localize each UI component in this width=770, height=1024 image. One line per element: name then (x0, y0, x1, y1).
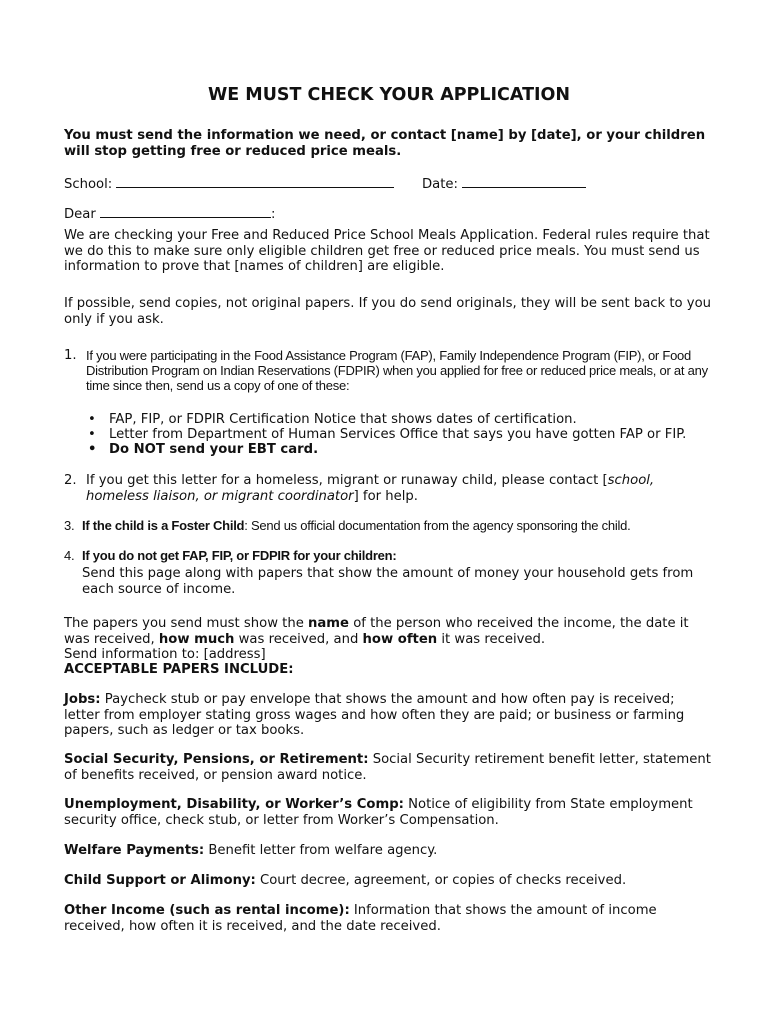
bullet-item (86, 412, 706, 427)
category-unemployment (64, 797, 714, 828)
item-3-heading: If the child is a Foster Child (82, 518, 245, 533)
page-title: WE MUST CHECK YOUR APPLICATION (207, 85, 571, 105)
category-text: Information that shows the amount of income received, how often it is received, and the date received. (64, 903, 657, 934)
item-4-number: 4. (64, 548, 75, 563)
papers-how-often: how often (362, 631, 438, 647)
papers-how-much: how much (158, 631, 235, 647)
category-text: Paycheck stub or pay envelope that shows the amount and how often pay is received; letter from employer stating gross wages and how often they are paid; or business or farming papers, such as ledger or tax books. (64, 692, 685, 738)
bullet-text: Do NOT send your EBT card. (109, 442, 319, 457)
paragraph-checking: We are checking your Free and Reduced Price School Meals Application. Federal rules require that we do this to make sure only eligible children get free or reduced price meals. You must send us information to prove that [names of children] are eligible. (64, 228, 710, 274)
item-1-text: If you were participating in the Food Assistance Program (FAP), Family Independence Program (FIP), or Food Distribution Program on Indian Reservations (FDPIR) when you applied for free or reduced price meals, or at any time since then, send us a copy of one of these: (86, 348, 708, 394)
date-label: Date: (422, 177, 458, 192)
item-1-bullet-list (86, 412, 706, 457)
category-child-support (64, 873, 714, 889)
intro-warning: You must send the information we need, or contact [name] by [date], or your children will stop getting free or reduced price meals. (64, 128, 706, 159)
bullet-item (86, 442, 706, 457)
item-3-body: : Send us official documentation from the agency sponsoring the child. (244, 518, 631, 533)
item-2-number: 2. (64, 473, 77, 488)
item-3-number: 3. (64, 518, 75, 533)
date-field[interactable] (462, 175, 586, 188)
category-text: Benefit letter from welfare agency. (204, 843, 438, 858)
category-label: Welfare Payments: (64, 843, 205, 858)
item-2 (64, 473, 714, 505)
item-2-contact: school, homeless liaison, or migrant coordinator (86, 473, 655, 504)
bullet-text: FAP, FIP, or FDPIR Certification Notice that shows dates of certification. (109, 412, 577, 427)
dear-colon: : (270, 207, 276, 222)
category-welfare (64, 843, 714, 859)
bullet-icon: • (88, 442, 97, 457)
category-label: Jobs: (64, 692, 101, 707)
category-social-security (64, 752, 714, 783)
item-2-text-a: If you get this letter for a homeless, migrant or runaway child, please contact [ (86, 473, 608, 488)
bullet-icon: • (88, 412, 96, 427)
item-1 (64, 348, 714, 458)
item-4-text: Send this page along with papers that show the amount of money your household gets from each source of income. (82, 566, 694, 597)
category-label: Child Support or Alimony: (64, 873, 256, 888)
category-jobs (64, 692, 714, 739)
dear-field[interactable] (100, 205, 271, 218)
salutation-row (64, 205, 714, 223)
papers-name: name (308, 616, 349, 631)
acceptable-heading: ACCEPTABLE PAPERS INCLUDE: (64, 662, 294, 677)
item-3-text (82, 518, 712, 534)
item-4 (64, 548, 714, 596)
category-text: Notice of eligibility from State employment security office, check stub, or letter from Worker’s Compensation. (64, 797, 693, 828)
school-date-row (64, 175, 714, 193)
item-2-text (86, 473, 716, 504)
category-text: Court decree, agreement, or copies of checks received. (255, 873, 627, 888)
bullet-text: Letter from Department of Human Services Office that says you have gotten FAP or FIP. (109, 427, 687, 442)
category-label: Unemployment, Disability, or Worker’s Comp: (64, 797, 404, 812)
item-2-text-b: ] for help. (353, 488, 418, 504)
category-text: Social Security retirement benefit letter, statement of benefits received, or pension award notice. (64, 752, 711, 783)
item-3 (64, 518, 714, 534)
dear-label: Dear (64, 207, 96, 222)
school-field[interactable] (116, 175, 394, 188)
school-label: School: (64, 177, 113, 192)
send-info: Send information to: [address] (64, 647, 266, 662)
bullet-item (86, 427, 706, 442)
category-label: Other Income (such as rental income): (64, 903, 350, 918)
item-1-number: 1. (64, 348, 77, 363)
papers-requirements: The papers you send must show the name of the person who received the income, the date it was received, how much was received, and how often it was received. (64, 616, 689, 647)
category-label: Social Security, Pensions, or Retirement: (64, 752, 369, 767)
category-other-income (64, 903, 714, 934)
paragraph-copies: If possible, send copies, not original papers. If you do send originals, they will be sent back to you only if you ask. (64, 296, 712, 327)
date-group (422, 175, 586, 193)
item-4-heading: If you do not get FAP, FIP, or FDPIR for your children: (82, 548, 397, 563)
bullet-icon: • (88, 427, 96, 442)
